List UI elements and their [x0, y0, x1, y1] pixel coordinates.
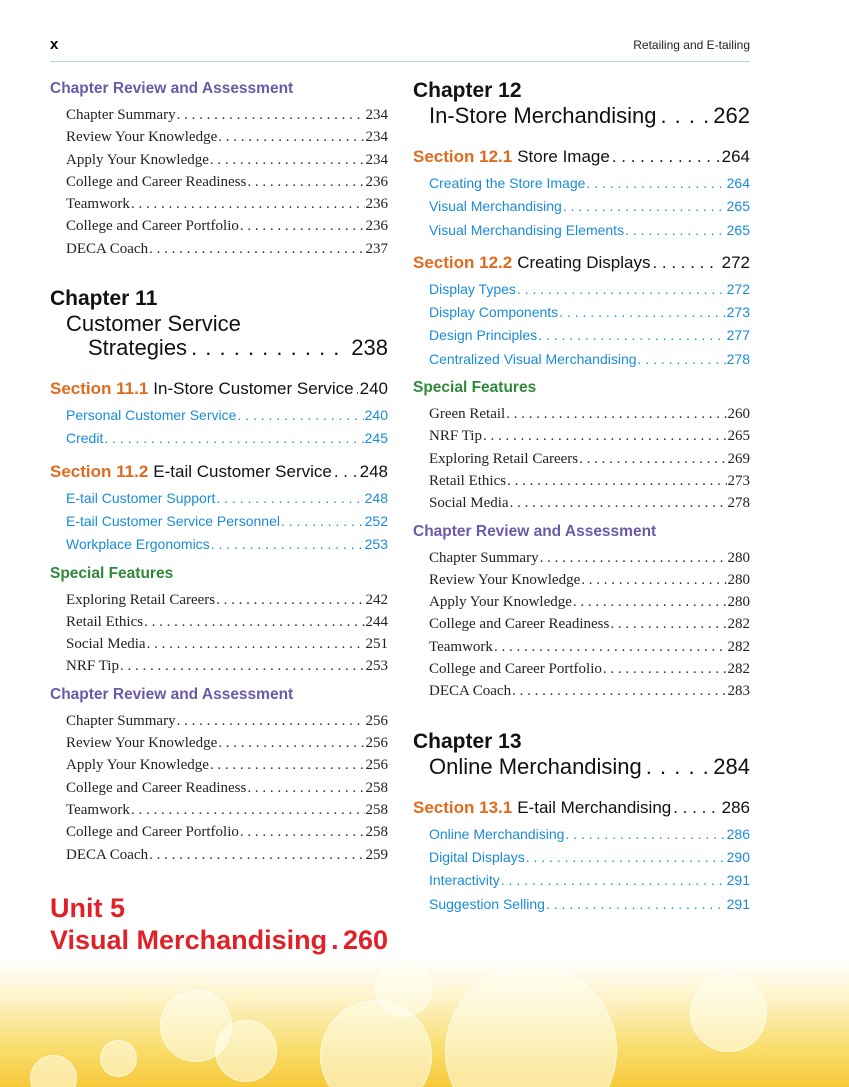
unit-page: 260: [342, 924, 388, 955]
entry-title: E-tail Customer Support: [66, 489, 216, 506]
review-list: [50, 710, 388, 866]
toc-entry[interactable]: [413, 492, 750, 514]
toc-entry[interactable]: [50, 655, 388, 677]
section-page: 286: [721, 797, 750, 817]
section-11-2[interactable]: [50, 457, 388, 487]
entry-title: Exploring Retail Careers: [66, 591, 216, 608]
toc-entry[interactable]: [50, 754, 388, 776]
topic-link[interactable]: [50, 510, 388, 533]
review-heading: Chapter Review and Assessment: [50, 685, 294, 703]
section-12-2-topics: [413, 278, 750, 371]
entry-title: Credit: [66, 430, 104, 447]
entry-page: 265: [726, 198, 750, 215]
special-features-heading: Special Features: [413, 379, 537, 397]
topic-link[interactable]: [50, 533, 388, 556]
entry-page: 265: [726, 221, 750, 238]
entry-title: Online Merchandising: [429, 825, 565, 842]
section-number: Section 13.1: [413, 797, 513, 817]
entry-page: 290: [726, 848, 750, 865]
topic-link[interactable]: [413, 324, 750, 347]
entry-page: 273: [726, 304, 750, 321]
special-features-list: [50, 589, 388, 678]
topic-link[interactable]: [50, 487, 388, 510]
entry-title: Teamwork: [429, 638, 493, 655]
entry-title: Workplace Ergonomics: [66, 536, 210, 553]
entry-title: Exploring Retail Careers: [429, 450, 579, 467]
entry-title: DECA Coach: [66, 846, 149, 863]
chapter-title-text: Customer Service: [66, 312, 241, 337]
entry-page: 278: [726, 350, 750, 367]
toc-entry[interactable]: [50, 238, 388, 260]
section-11-1-topics: [50, 404, 388, 451]
chapter-12-label[interactable]: Chapter 12: [413, 79, 522, 102]
review-heading: Chapter Review and Assessment: [50, 80, 294, 97]
entry-page: 252: [364, 512, 388, 529]
entry-title: Visual Merchandising: [429, 198, 562, 215]
header-rule: [50, 61, 750, 62]
chapter-13-label[interactable]: Chapter 13: [413, 729, 522, 753]
entry-page: 258: [365, 779, 388, 796]
entry-page: 259: [365, 846, 388, 863]
entry-title: NRF Tip: [429, 428, 482, 445]
section-12-1-topics: [413, 172, 750, 242]
entry-page: 277: [726, 327, 750, 344]
toc-entry[interactable]: [50, 193, 388, 215]
entry-page: 237: [365, 240, 388, 257]
unit-title[interactable]: [50, 924, 388, 956]
entry-title: Apply Your Knowledge: [66, 151, 209, 168]
entry-page: 236: [365, 173, 388, 190]
entry-page: 242: [365, 591, 388, 608]
entry-page: 278: [727, 495, 750, 512]
entry-title: Apply Your Knowledge: [429, 594, 572, 611]
entry-page: 245: [364, 430, 388, 447]
entry-page: 258: [365, 824, 388, 841]
section-12-2[interactable]: [413, 248, 750, 278]
section-number: Section 11.1: [50, 379, 149, 399]
entry-title: Centralized Visual Merchandising: [429, 350, 637, 367]
entry-title: College and Career Portfolio: [429, 661, 602, 678]
topic-link[interactable]: [413, 219, 750, 242]
entry-page: 258: [365, 801, 388, 818]
special-features-list: [413, 403, 750, 514]
toc-entry[interactable]: [50, 844, 388, 866]
section-page: 264: [721, 147, 750, 166]
entry-title: Display Components: [429, 304, 559, 321]
entry-page: 283: [727, 683, 750, 700]
entry-page: 240: [364, 407, 388, 424]
entry-title: Display Types: [429, 280, 516, 297]
entry-page: 248: [364, 489, 388, 506]
review-list: [50, 104, 388, 260]
entry-title: Suggestion Selling: [429, 895, 545, 912]
entry-page: 280: [727, 549, 750, 566]
section-title: In-Store Customer Service: [153, 379, 354, 399]
toc-entry[interactable]: [413, 613, 750, 635]
toc-entry[interactable]: [50, 149, 388, 171]
entry-page: 265: [727, 428, 750, 445]
section-13-1-topics: [413, 823, 750, 916]
toc-entry[interactable]: [413, 680, 750, 702]
section-title: E-tail Customer Service: [153, 461, 332, 481]
section-number: Section 12.2: [413, 252, 513, 272]
page-header: [0, 0, 849, 60]
entry-title: Interactivity: [429, 872, 500, 889]
review-list: [413, 547, 750, 703]
chapter-11-title[interactable]: [50, 312, 388, 336]
entry-page: 234: [365, 129, 388, 146]
entry-title: Retail Ethics: [66, 613, 144, 630]
page-number: x: [50, 36, 59, 53]
entry-title: Social Media: [66, 636, 146, 653]
section-title: Store Image: [517, 147, 610, 166]
entry-page: 253: [364, 536, 388, 553]
section-11-1[interactable]: [50, 374, 388, 404]
topic-link[interactable]: [413, 869, 750, 892]
chapter-11-title-line2[interactable]: [50, 336, 388, 360]
entry-page: 256: [365, 735, 388, 752]
section-page: 272: [721, 252, 750, 272]
section-11-2-topics: [50, 487, 388, 557]
entry-title: DECA Coach: [429, 683, 512, 700]
toc-entry[interactable]: [50, 611, 388, 633]
review-heading: Chapter Review and Assessment: [413, 522, 657, 540]
entry-page: 234: [365, 151, 388, 168]
entry-title: Creating the Store Image: [429, 175, 586, 191]
entry-title: Teamwork: [66, 196, 130, 213]
section-13-1[interactable]: [413, 793, 750, 823]
entry-page: 256: [365, 757, 388, 774]
entry-title: College and Career Readiness: [66, 779, 247, 796]
toc-entry[interactable]: [50, 821, 388, 843]
topic-link[interactable]: [413, 846, 750, 869]
chapter-page: 284: [713, 754, 750, 779]
entry-page: 291: [726, 895, 750, 912]
entry-page: 282: [727, 661, 750, 678]
section-12-1[interactable]: [413, 142, 750, 172]
toc-entry[interactable]: [413, 448, 750, 470]
entry-title: College and Career Readiness: [429, 616, 610, 633]
topic-link[interactable]: [50, 404, 388, 427]
toc-entry[interactable]: [50, 171, 388, 193]
entry-title: Design Principles: [429, 327, 538, 344]
section-title: E-tail Merchandising: [517, 797, 672, 817]
entry-title: Social Media: [429, 495, 509, 512]
entry-page: 291: [726, 872, 750, 889]
chapter-title-text: Online Merchandising: [429, 754, 642, 779]
entry-page: 272: [726, 280, 750, 297]
entry-page: 234: [365, 107, 388, 123]
entry-title: Retail Ethics: [429, 472, 507, 489]
entry-title: Digital Displays: [429, 848, 525, 865]
toc-entry[interactable]: [413, 636, 750, 658]
book-title: Retailing and E-tailing: [633, 38, 750, 52]
toc-entry[interactable]: [413, 403, 750, 425]
entry-page: 280: [727, 594, 750, 611]
chapter-13-title[interactable]: [413, 755, 750, 779]
topic-link[interactable]: [413, 278, 750, 301]
toc-entry[interactable]: [50, 215, 388, 237]
entry-title: Green Retail: [429, 406, 506, 423]
entry-title: Chapter Summary: [429, 549, 539, 566]
toc-entry[interactable]: [50, 589, 388, 611]
toc-entry[interactable]: [50, 777, 388, 799]
right-column: [413, 78, 750, 916]
entry-page: 251: [365, 636, 388, 653]
entry-page: 269: [727, 450, 750, 467]
entry-page: 264: [726, 175, 750, 191]
entry-page: 280: [727, 571, 750, 588]
entry-title: Review Your Knowledge: [429, 571, 581, 588]
decorative-bubbles-background: [0, 960, 849, 1087]
unit-label[interactable]: Unit 5: [50, 892, 126, 923]
special-features-heading: Special Features: [50, 564, 174, 582]
entry-title: DECA Coach: [66, 240, 149, 257]
toc-entry[interactable]: [50, 732, 388, 754]
chapter-title-text: In-Store Merchandising: [429, 104, 657, 128]
entry-title: Visual Merchandising Elements: [429, 221, 625, 238]
chapter-11-label[interactable]: Chapter 11: [50, 287, 158, 311]
section-number: Section 11.2: [50, 461, 149, 481]
entry-page: 282: [727, 616, 750, 633]
left-column: [50, 78, 388, 956]
entry-title: College and Career Readiness: [66, 173, 247, 190]
toc-entry[interactable]: [50, 710, 388, 732]
entry-page: 244: [365, 613, 388, 630]
toc-entry[interactable]: [50, 799, 388, 821]
topic-link[interactable]: [413, 823, 750, 846]
toc-entry[interactable]: [413, 470, 750, 492]
toc-entry[interactable]: [413, 425, 750, 447]
unit-title-text: Visual Merchandising: [50, 924, 328, 955]
toc-entry[interactable]: [413, 547, 750, 569]
chapter-12-title[interactable]: [413, 104, 750, 128]
toc-entry[interactable]: [413, 569, 750, 591]
entry-title: E-tail Customer Service Personnel: [66, 512, 280, 529]
topic-link[interactable]: [50, 427, 388, 450]
entry-title: College and Career Portfolio: [66, 824, 239, 841]
toc-entry[interactable]: [413, 658, 750, 680]
entry-page: 273: [727, 472, 750, 489]
topic-link[interactable]: [413, 301, 750, 324]
entry-title: Apply Your Knowledge: [66, 757, 209, 774]
topic-link[interactable]: [413, 195, 750, 218]
section-title: Creating Displays: [517, 252, 651, 272]
entry-page: 282: [727, 638, 750, 655]
entry-page: 256: [365, 712, 388, 729]
entry-title: Review Your Knowledge: [66, 129, 218, 146]
entry-title: Teamwork: [66, 801, 130, 818]
entry-title: College and Career Portfolio: [66, 218, 239, 235]
entry-title: Chapter Summary: [66, 107, 176, 123]
toc-entry[interactable]: [50, 104, 388, 126]
entry-page: 260: [727, 406, 750, 423]
entry-title: Chapter Summary: [66, 712, 176, 729]
topic-link[interactable]: [413, 893, 750, 916]
entry-page: 236: [365, 196, 388, 213]
topic-link[interactable]: [413, 348, 750, 371]
entry-page: 286: [726, 825, 750, 842]
toc-entry[interactable]: [50, 633, 388, 655]
toc-entry[interactable]: [50, 126, 388, 148]
entry-page: 253: [365, 658, 388, 675]
section-page: 248: [359, 461, 388, 481]
section-number: Section 12.1: [413, 147, 513, 166]
chapter-page: 238: [351, 336, 388, 361]
topic-link[interactable]: [413, 172, 750, 195]
entry-title: NRF Tip: [66, 658, 119, 675]
entry-title: Personal Customer Service: [66, 407, 237, 424]
section-page: 240: [359, 379, 388, 399]
entry-title: Review Your Knowledge: [66, 735, 218, 752]
entry-page: 236: [365, 218, 388, 235]
toc-entry[interactable]: [413, 591, 750, 613]
chapter-page: 262: [713, 104, 750, 128]
chapter-title-text: Strategies: [88, 336, 188, 361]
